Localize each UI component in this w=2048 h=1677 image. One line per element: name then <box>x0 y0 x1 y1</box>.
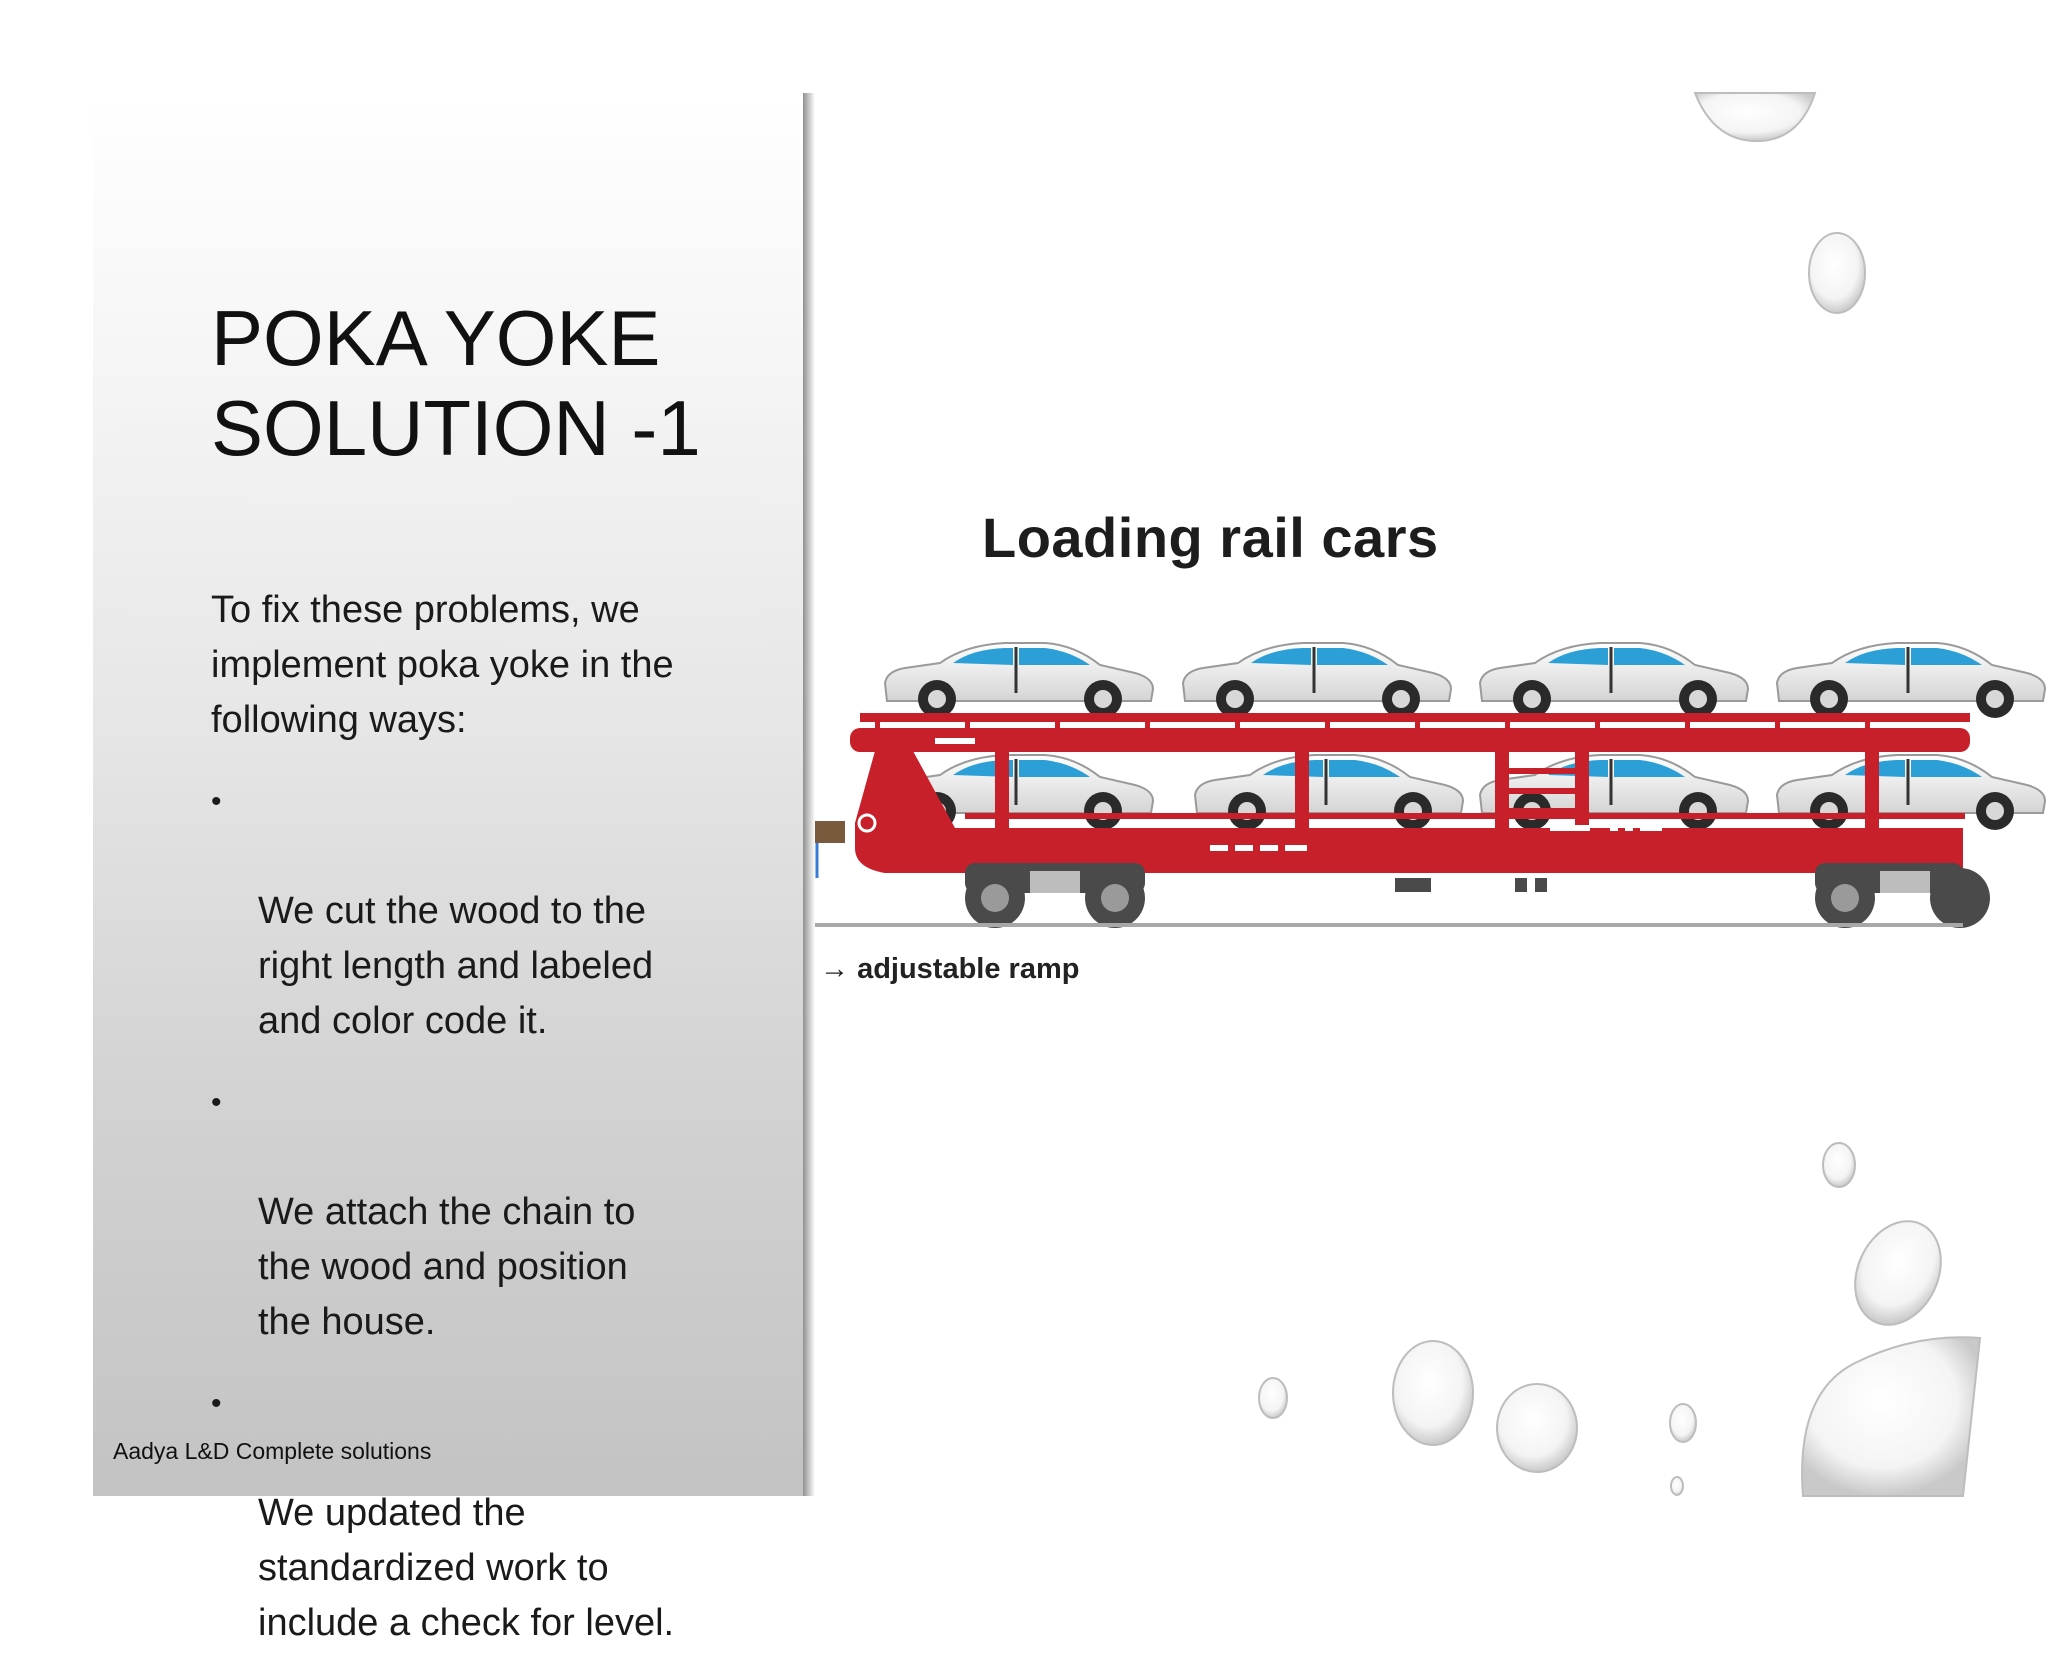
water-drop-icon <box>1393 1341 1473 1445</box>
bullet-list <box>211 774 751 1651</box>
slide-body <box>211 583 751 1677</box>
arrow-right-icon: → <box>820 953 849 985</box>
car-carrier-train-illustration <box>815 623 1963 933</box>
left-text-panel <box>93 93 803 1644</box>
slide-title: POKA YOKE SOLUTION -1 <box>211 294 701 472</box>
ramp-label <box>820 953 1079 986</box>
water-drop-icon <box>1671 1477 1683 1495</box>
rail-car-image <box>815 93 1963 1496</box>
footer-text: Aadya L&D Complete solutions <box>113 1438 432 1464</box>
ramp-label-text: adjustable ramp <box>857 953 1080 985</box>
water-drop-icon <box>1802 1337 1980 1496</box>
image-title: Loading rail cars <box>982 506 1439 569</box>
bullet-text: We updated the standardized work to include a check for level. <box>258 1492 675 1644</box>
bullet-item-1 <box>211 774 751 1049</box>
bullet-dot: • <box>211 1086 222 1119</box>
water-drop-icon <box>1839 1207 1957 1339</box>
water-drop-icon <box>1823 1143 1855 1187</box>
bullet-dot: • <box>211 1387 222 1420</box>
bullet-text: We attach the chain to the wood and position the house. <box>258 1191 636 1343</box>
bullet-dot: • <box>211 785 222 818</box>
bullet-text: We cut the wood to the right length and labeled and color code it. <box>258 890 654 1042</box>
bullet-item-3 <box>211 1376 751 1651</box>
water-drop-icon <box>1497 1384 1577 1472</box>
water-drop-icon <box>1809 233 1865 313</box>
slide <box>93 93 1963 1644</box>
water-drop-icon <box>1670 1404 1696 1442</box>
water-drop-icon <box>1259 1378 1287 1418</box>
intro-paragraph: To fix these problems, we implement poka yoke in the following ways: <box>211 589 674 741</box>
bullet-item-2 <box>211 1075 751 1350</box>
water-drop-icon <box>1695 93 1815 141</box>
panel-divider <box>803 93 815 1496</box>
